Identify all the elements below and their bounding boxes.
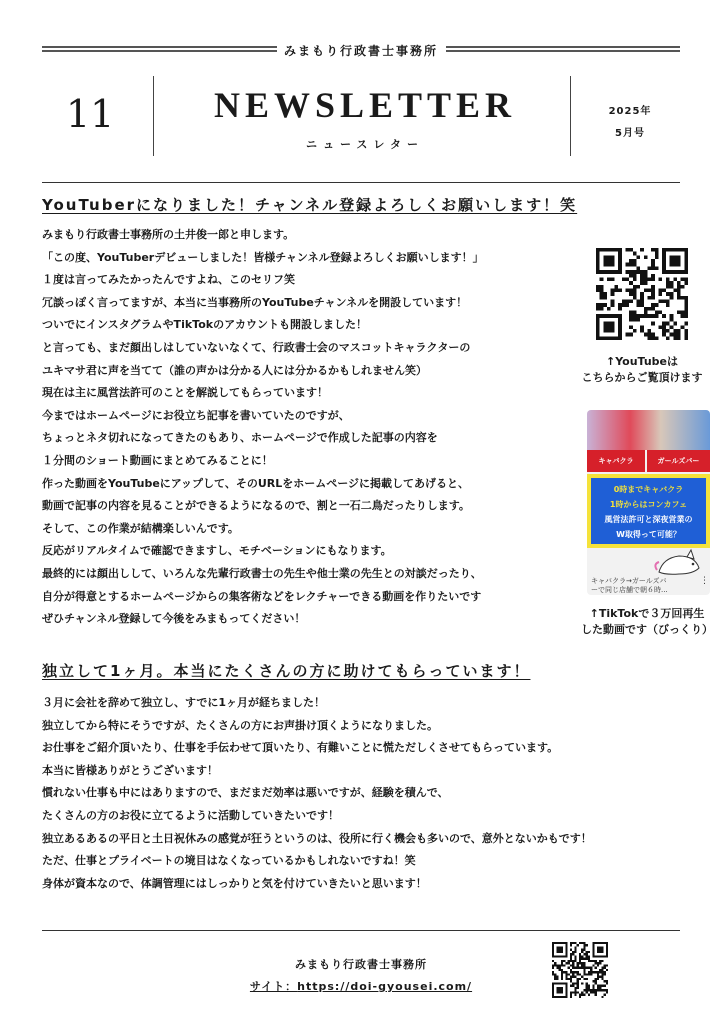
section1-body (42, 224, 484, 631)
section1-line: ユキマサ君に声を当てて（誰の声かは分かる人には分かるかもしれません笑） (42, 363, 427, 377)
section1-line: と言っても、まだ顔出しはしていないなくて、行政書士会のマスコットキャラクターの (42, 340, 471, 354)
section1-line: 作った動画をYouTubeにアップして、そのURLをホームページに掲載してあげると、 (42, 476, 470, 490)
thumbnail-photo (587, 410, 710, 450)
header-office-name: みまもり行政書士事務所 (283, 44, 438, 58)
footer-site-label: サイト： (249, 980, 298, 993)
section1-line: １度は言ってみたかったんですよね、このセリフ笑 (42, 273, 295, 287)
section2-line: 独立してから特にそうですが、たくさんの方にお声掛け頂くようになりました。 (42, 718, 438, 732)
video-title: キャバクラ→ガールズバ (591, 577, 667, 585)
banner (587, 474, 710, 548)
section1-line: みまもり行政書士事務所の土井俊一郎と申します。 (42, 228, 295, 241)
cat-mascot-icon (653, 548, 705, 576)
banner-line1: 0時までキャバクラ (613, 485, 684, 494)
footer-rule (42, 930, 680, 931)
section1-line: ついでにインスタグラムやTikTokのアカウントも開設しました！ (42, 318, 367, 332)
tag-left: キャバクラ (587, 450, 645, 472)
footer-site (0, 978, 722, 994)
section1-line: そして、この作業が結構楽しいんです。 (42, 521, 239, 535)
section2-body (42, 692, 592, 895)
footer-site-url[interactable]: https://doi-gyousei.com/ (297, 980, 473, 993)
header-bottom-rule (42, 182, 680, 183)
section2-line: お仕事をご紹介頂いたり、仕事を手伝わせて頂いたり、有難いことに慌ただしくさせてもらっています。 (42, 741, 559, 755)
banner-line3: 風営法許可と深夜営業の (604, 515, 693, 524)
youtube-qr-code-icon[interactable] (596, 248, 688, 340)
more-menu-icon[interactable]: ⋮ (700, 576, 709, 586)
header-top-rule-right (446, 46, 680, 52)
section1-line: 現在は主に風営法許可のことを解説してもらっています！ (42, 386, 328, 400)
section1-line: ぜひチャンネル登録して今後をみまもってください！ (42, 612, 306, 626)
issue-year: 2025年 (608, 106, 652, 117)
header-divider-right (570, 76, 571, 156)
section1-line: 反応がリアルタイムで確認できますし、モチベーションにもなります。 (42, 544, 392, 558)
tiktok-caption-line2: した動画です（びっくり） (581, 623, 713, 636)
section2-line: たくさんの方のお役に立てるように活動していきたいです！ (42, 808, 339, 822)
tiktok-video-thumbnail[interactable] (587, 410, 710, 595)
section1-line: 「この度、YouTuberデビューしました！皆様チャンネル登録よろしくお願いします！」 (42, 250, 484, 264)
section2-line: 慣れない仕事も中にはありますので、まだまだ効率は悪いですが、経験を積んで、 (42, 786, 449, 800)
section1-line: 最終的には顔出しして、いろんな先輩行政書士の先生や他士業の先生との対談だったり、 (42, 566, 482, 580)
section1-line: 今まではホームページにお役立ち記事を書いていたのですが、 (42, 408, 350, 422)
youtube-caption (572, 354, 712, 386)
section1-line: 動画で記事の内容を見ることができるようになるので、割と一石二鳥だったりします。 (42, 499, 470, 513)
newsletter-title: NEWSLETTER (213, 85, 517, 125)
section2-line: 身体が資本なので、体調管理にはしっかりと気を付けていきたいと思います！ (42, 876, 427, 890)
youtube-caption-line2: こちらからご覧頂けます (581, 371, 703, 384)
section2-line: ３月に会社を辞めて独立し、すでに1ヶ月が経ちました！ (42, 696, 325, 709)
video-subtitle: ーで同じ店舗で朝６時... (591, 586, 668, 594)
footer-office-name: みまもり行政書士事務所 (295, 958, 427, 971)
section2-heading: 独立して1ヶ月。本当にたくさんの方に助けてもらっています！ (42, 662, 531, 680)
tiktok-caption (572, 606, 722, 638)
section1-line: ちょっとネタ切れになってきたのもあり、ホームページで作成した記事の内容を (42, 431, 438, 445)
issue-month: 5月号 (615, 128, 645, 139)
tag-right: ガールズバー (647, 450, 710, 472)
youtube-caption-line1: ↑YouTubeは (605, 355, 679, 368)
footer-qr-code-icon[interactable] (552, 942, 608, 998)
section1-heading: YouTuberになりました！チャンネル登録よろしくお願いします！笑 (42, 196, 578, 214)
section2-line: 独立あるあるの平日と土日祝休みの感覚が狂うというのは、役所に行く機会も多いので、意外とないかもです！ (42, 831, 592, 845)
banner-line2: 1時からはコンカフェ (609, 500, 688, 509)
section2-line: ただ、仕事とプライベートの境目はなくなっているかもしれないですね！笑 (42, 854, 416, 868)
banner-line4: W取得って可能？ (616, 530, 681, 539)
section1-line: １分間のショート動画にまとめてみることに！ (42, 453, 273, 467)
header-divider-left (153, 76, 154, 156)
newsletter-subtitle: ニュースレター (305, 138, 424, 151)
section2-line: 本当に皆様ありがとうございます！ (42, 763, 218, 777)
tiktok-caption-line1: ↑TikTokで３万回再生 (589, 607, 705, 620)
issue-number: 11 (66, 92, 115, 136)
section1-line: 冗談っぽく言ってますが、本当に当事務所のYouTubeチャンネルを開設しています！ (42, 295, 468, 309)
section1-line: 自分が得意とするホームページからの集客術などをレクチャーできる動画を作りたいです (42, 589, 482, 603)
